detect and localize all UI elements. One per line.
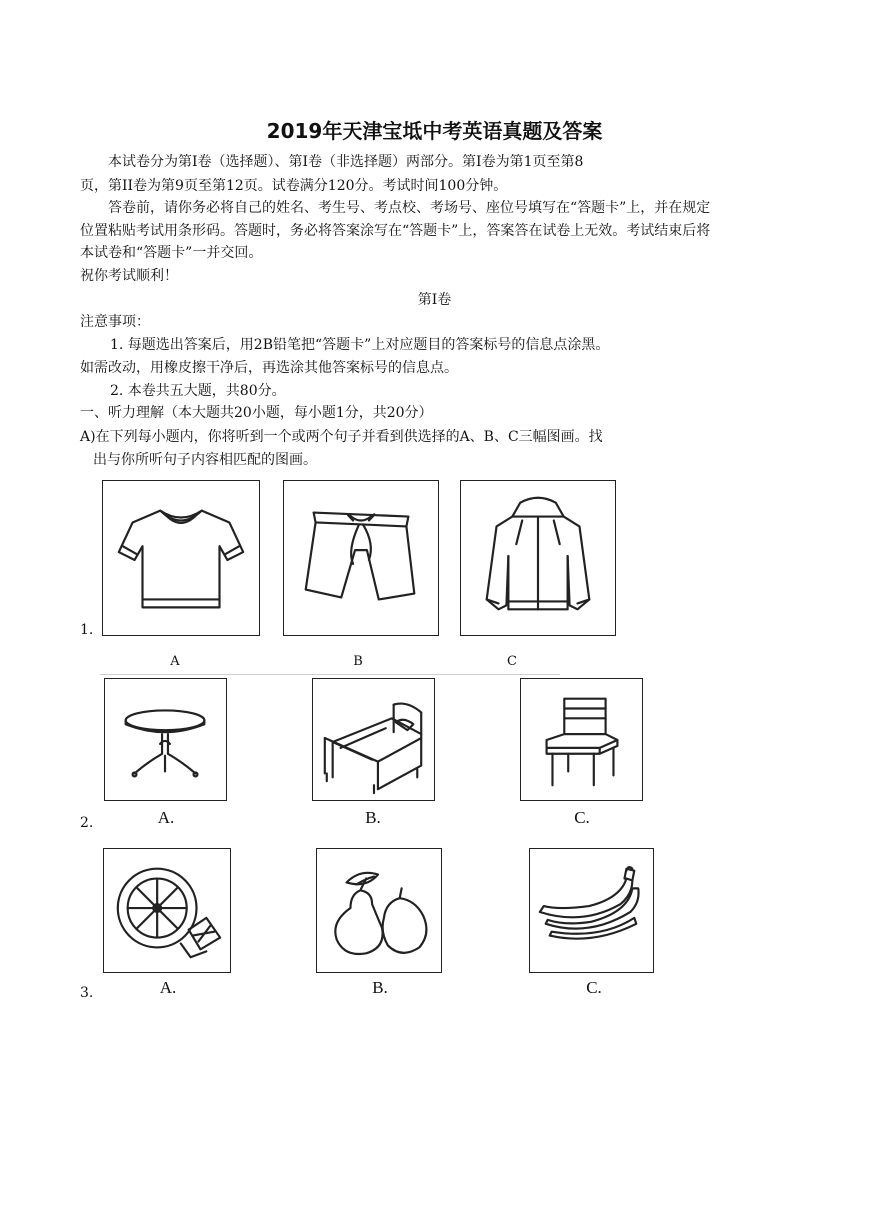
question-3-option-c-label: C.: [586, 978, 602, 997]
question-1-option-b-picture[interactable]: [283, 480, 439, 636]
question-2-option-b-picture[interactable]: [312, 678, 435, 801]
question-2-option-a-picture[interactable]: [104, 678, 227, 801]
question-3-option-a-picture[interactable]: [103, 848, 231, 973]
part1-instruction-line-2: 出与你所听句子内容相匹配的图画。: [93, 452, 317, 468]
question-3-option-c-picture[interactable]: [529, 848, 654, 973]
intro-paragraph-1-line-2: 页，第II卷为第9页至第12页。试卷满分120分。考试时间100分钟。: [80, 178, 508, 194]
question-3-option-b-label: B.: [372, 978, 388, 997]
jacket-icon: [461, 481, 615, 635]
intro-paragraph-2-line-3: 本试卷和“答题卡”一并交回。: [80, 245, 263, 261]
chair-icon: [521, 679, 642, 800]
question-2-option-c-picture[interactable]: [520, 678, 643, 801]
part1-instruction-line-1: A)在下列每小题内，你将听到一个或两个句子并看到供选择的A、B、C三幅图画。找: [80, 429, 603, 445]
question-2-option-c-label: C.: [574, 808, 590, 827]
divider: [100, 674, 560, 675]
bananas-icon: [530, 849, 653, 972]
question-1-option-a-picture[interactable]: [102, 480, 260, 636]
question-1-number: 1.: [80, 622, 94, 638]
section-title: 第Ⅰ卷: [417, 292, 452, 308]
good-luck-text: 祝你考试顺利！: [80, 268, 178, 284]
intro-paragraph-2-line-2: 位置粘贴考试用条形码。答题时，务必将答案涂写在“答题卡”上，答案答在试卷上无效。考试结束后将: [80, 223, 711, 239]
question-3-option-b-picture[interactable]: [316, 848, 442, 973]
question-1-option-c-picture[interactable]: [460, 480, 616, 636]
pears-icon: [317, 849, 441, 972]
question-2-number: 2.: [80, 815, 94, 831]
question-3-number: 3.: [80, 985, 94, 1001]
question-2-option-a-label: A.: [157, 808, 175, 827]
intro-paragraph-1-line-1: 本试卷分为第Ⅰ卷（选择题）、第Ⅰ卷（非选择题）两部分。第Ⅰ卷为第1页至第8: [108, 154, 584, 170]
question-1-option-a-label: A: [170, 654, 180, 669]
table-icon: [105, 679, 226, 800]
shorts-icon: [284, 481, 438, 635]
part1-heading: 一、听力理解（本大题共20小题，每小题1分，共20分）: [80, 405, 433, 421]
question-1-option-b-label: B: [353, 654, 363, 669]
orange-icon: [104, 849, 230, 972]
note-1-line-2: 如需改动，用橡皮擦干净后，再选涂其他答案标号的信息点。: [80, 360, 458, 376]
question-1-option-c-label: C: [507, 654, 517, 669]
t-shirt-icon: [103, 481, 259, 635]
bed-icon: [313, 679, 434, 800]
question-2-option-b-label: B.: [365, 808, 381, 827]
note-1-line-1: 1. 每题选出答案后，用2B铅笔把“答题卡”上对应题目的答案标号的信息点涂黑。: [110, 337, 610, 353]
note-2: 2. 本卷共五大题，共80分。: [110, 383, 286, 399]
page-title: 2019年天津宝坻中考英语真题及答案: [266, 119, 603, 143]
question-3-option-a-label: A.: [159, 978, 177, 997]
notes-heading: 注意事项：: [80, 314, 150, 330]
intro-paragraph-2-line-1: 答卷前，请你务必将自己的姓名、考生号、考点校、考场号、座位号填写在“答题卡”上，并在规定: [108, 200, 711, 216]
